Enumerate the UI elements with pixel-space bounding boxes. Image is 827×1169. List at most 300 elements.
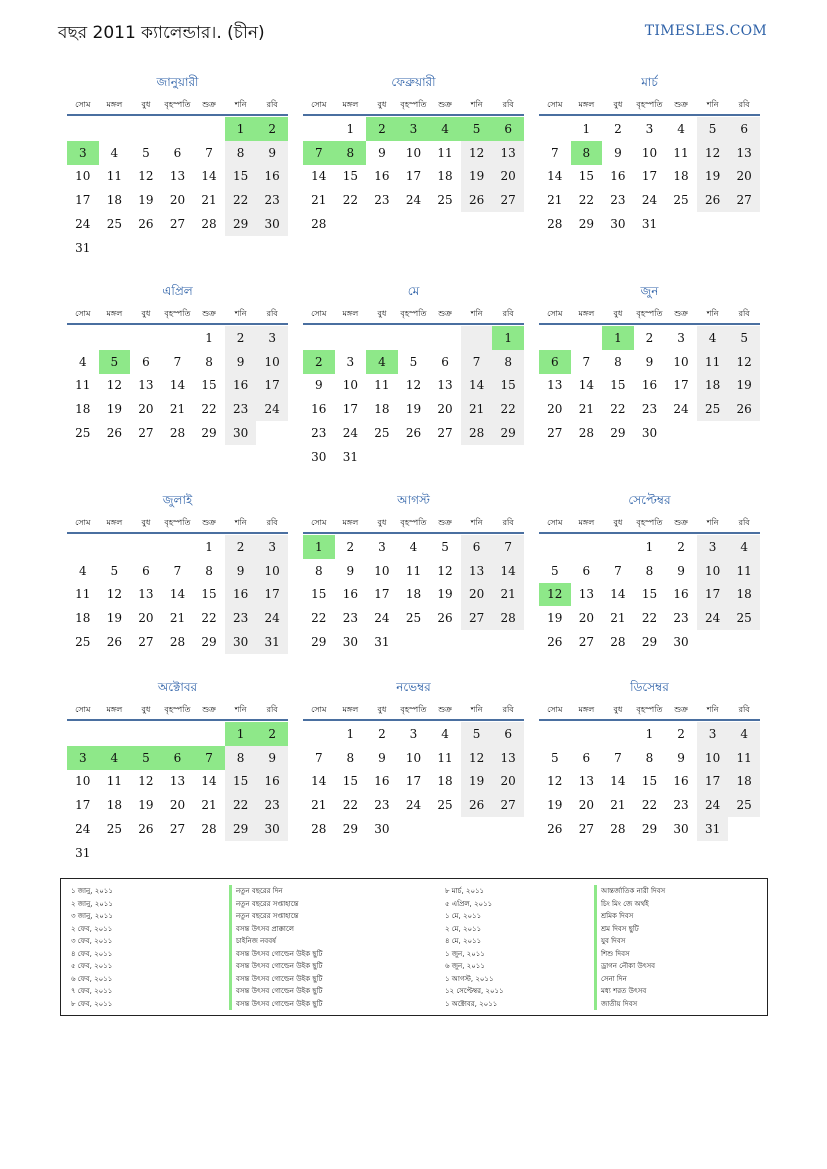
holiday-day-cell: 6 [539,350,571,374]
month-name: জানুয়ারী [156,75,199,89]
weekday-label: বুধ [613,308,623,318]
day-cell: 19 [547,611,563,626]
day-cell: 11 [374,378,390,393]
weekday-header [303,305,524,325]
day-cell: 20 [578,798,594,813]
day-cell: 20 [547,402,563,417]
day-cell: 21 [201,798,217,813]
weekday-label: রবি [738,308,750,318]
holiday-name: শ্রম দিবস ছুটি [594,923,665,936]
day-cell: 23 [374,798,390,813]
day-cell: 26 [138,217,154,232]
holiday-names-left [229,885,322,1010]
holiday-date: ৮ মার্চ, ২০১১ [445,887,485,895]
month-block [67,492,288,654]
day-cell: 2 [225,326,257,350]
empty-cell [99,117,131,141]
weekday-header [539,701,760,721]
day-cell: 20 [578,611,594,626]
weekday-label: শুক্র [438,517,452,527]
day-cell: 30 [256,212,288,236]
day-cell: 17 [673,378,689,393]
day-cell: 15 [201,378,217,393]
weekday-label: বুধ [377,517,387,527]
holiday-name: বসন্ত উৎসব গোল্ডেন উইক ছুটি [229,948,322,961]
holiday-name: বসন্ত উৎসব প্রাক্কালে [229,923,322,936]
empty-cell [162,117,194,141]
holiday-day-cell: 4 [429,117,461,141]
empty-cell [99,326,131,350]
day-cell: 31 [342,449,358,464]
month-block [539,74,760,236]
holiday-date: ৩ ফেব, ২০১১ [71,937,113,945]
day-cell: 9 [225,559,257,583]
holiday-name: বসন্ত উৎসব গোল্ডেন উইক ছুটি [229,973,322,986]
empty-cell [539,326,571,350]
weekday-label: বৃহস্পতি [636,99,663,109]
day-cell: 13 [138,378,154,393]
day-cell: 26 [405,426,422,441]
empty-cell [130,117,162,141]
weekday-label: রবি [738,517,750,527]
day-cell: 22 [492,397,524,421]
month-name: জুন [640,284,659,298]
empty-cell [303,722,335,746]
day-cell: 24 [697,606,729,630]
empty-cell [99,535,131,559]
weekday-label: শনি [470,308,483,318]
holiday-name: ড্রাগন নৌকা উৎসব [594,960,665,973]
weekday-label: মঙ্গল [106,517,123,527]
weekday-label: সোম [547,99,563,109]
day-cell: 24 [75,217,91,232]
day-cell: 13 [492,746,524,770]
weekday-label: সোম [547,308,563,318]
day-cell: 8 [492,350,524,374]
day-cell: 20 [492,770,524,794]
empty-cell [602,722,634,746]
day-cell: 4 [677,121,685,136]
day-cell: 26 [697,188,729,212]
day-cell: 6 [582,563,591,578]
day-cell: 24 [374,611,390,626]
day-cell: 26 [106,426,122,441]
day-cell: 15 [342,774,358,789]
day-cell: 5 [110,563,119,578]
day-cell: 23 [610,193,626,208]
month-block [303,492,524,654]
day-cell: 11 [697,350,729,374]
day-cell: 24 [342,426,358,441]
day-cell: 6 [173,145,182,160]
day-cell: 2 [346,539,355,554]
day-cell: 25 [437,193,453,208]
day-cell: 22 [201,402,217,417]
weekday-label: বৃহস্পতি [636,517,663,527]
day-grid [303,535,524,654]
day-cell: 16 [610,169,626,184]
day-cell: 3 [697,535,729,559]
holiday-name: বসন্ত উৎসব গোল্ডেন উইক ছুটি [229,960,322,973]
day-cell: 17 [374,587,390,602]
weekday-label: শুক্র [674,308,688,318]
day-cell: 28 [610,822,626,837]
weekday-label: রবি [738,99,750,109]
empty-cell [303,117,335,141]
month-name: মার্চ [641,75,658,89]
day-cell: 9 [378,145,386,160]
day-cell: 6 [582,750,591,765]
day-cell: 11 [437,145,453,160]
day-cell: 7 [614,750,622,765]
weekday-label: শনি [470,704,483,714]
day-cell: 27 [138,426,154,441]
day-cell: 9 [225,350,257,374]
day-cell: 6 [142,354,150,369]
day-cell: 29 [641,635,658,650]
day-cell: 17 [697,770,729,794]
month-block [539,679,760,841]
holiday-date: ১ অক্টোবর, ২০১১ [445,999,498,1008]
weekday-label: মঙ্গল [342,99,359,109]
day-cell: 18 [437,169,453,184]
day-cell: 13 [728,141,760,165]
day-cell: 16 [342,587,358,602]
holiday-name: নতুন বছরের দিন [229,885,322,898]
day-cell: 20 [437,402,453,417]
day-cell: 3 [409,726,418,741]
weekday-label: বৃহস্পতি [400,704,427,714]
day-cell: 28 [311,822,327,837]
weekday-header [303,96,524,116]
day-cell: 7 [461,350,493,374]
day-grid [67,535,288,654]
weekday-label: মঙ্গল [578,308,595,318]
day-cell: 21 [201,193,217,208]
day-cell: 7 [173,354,182,369]
day-cell: 21 [610,611,626,626]
day-cell: 14 [311,169,327,184]
weekday-header [67,305,288,325]
weekday-label: মঙ্গল [106,308,123,318]
day-cell: 16 [225,374,257,398]
empty-cell [571,326,603,350]
day-cell: 1 [205,539,213,554]
day-grid [303,326,524,469]
weekday-header [539,514,760,534]
day-cell: 27 [578,635,594,650]
holiday-name: আন্তর্জাতিক নারী দিবস [594,885,665,898]
day-cell: 3 [256,326,288,350]
weekday-label: বুধ [141,704,151,714]
day-cell: 23 [673,611,689,626]
day-cell: 2 [225,535,257,559]
day-cell: 19 [138,798,154,813]
day-cell: 13 [578,774,594,789]
weekday-label: মঙ্গল [106,99,123,109]
weekday-label: শনি [706,308,719,318]
day-cell: 12 [405,378,422,393]
day-cell: 30 [641,426,658,441]
empty-cell [539,117,571,141]
day-cell: 16 [673,587,689,602]
day-cell: 29 [641,822,658,837]
day-cell: 27 [169,217,186,232]
brand-logo-text[interactable]: TIMESLES.COM [644,23,767,39]
day-cell: 29 [225,212,257,236]
holiday-date: ৪ মে, ২০১১ [445,937,482,945]
weekday-label: শুক্র [438,704,452,714]
day-cell: 6 [142,563,150,578]
weekday-header [539,96,760,116]
day-cell: 27 [578,822,594,837]
day-cell: 27 [492,188,524,212]
day-cell: 2 [645,330,654,345]
holiday-day-cell: 3 [398,117,430,141]
day-cell: 21 [578,402,594,417]
holiday-day-cell: 4 [99,746,131,770]
empty-cell [602,535,634,559]
day-cell: 4 [728,722,760,746]
day-cell: 9 [378,750,386,765]
day-cell: 30 [311,449,327,464]
day-cell: 3 [645,121,654,136]
weekday-label: শুক্র [202,99,216,109]
weekday-label: বৃহস্পতি [164,704,191,714]
day-cell: 13 [461,559,493,583]
day-cell: 23 [342,611,358,626]
weekday-label: শনি [706,99,719,109]
day-cell: 27 [138,635,154,650]
weekday-label: শুক্র [674,99,688,109]
day-cell: 24 [673,402,689,417]
day-cell: 30 [342,635,358,650]
day-grid [303,117,524,236]
empty-cell [130,722,162,746]
weekday-label: বৃহস্পতি [164,99,191,109]
day-cell: 30 [225,630,257,654]
day-cell: 18 [673,169,689,184]
day-cell: 6 [461,535,493,559]
day-cell: 24 [405,798,422,813]
day-cell: 29 [342,822,358,837]
day-cell: 8 [614,354,622,369]
day-cell: 1 [645,726,654,741]
day-cell: 10 [641,145,658,160]
weekday-label: সোম [311,517,327,527]
day-cell: 20 [492,165,524,189]
empty-cell [67,117,99,141]
day-cell: 5 [461,722,493,746]
holiday-date: ১ মে, ২০১১ [445,912,482,920]
weekday-label: বুধ [377,308,387,318]
weekday-label: বুধ [141,517,151,527]
holiday-dates-left [71,885,113,1010]
day-cell: 9 [677,750,685,765]
day-cell: 4 [78,563,87,578]
day-cell: 17 [75,193,91,208]
day-cell: 28 [492,606,524,630]
weekday-label: সোম [547,704,563,714]
holiday-name: বসন্ত উৎসব গোল্ডেন উইক ছুটি [229,998,322,1011]
day-cell: 28 [610,635,626,650]
weekday-label: বৃহস্পতি [400,99,427,109]
weekday-label: বুধ [613,704,623,714]
day-cell: 12 [461,141,493,165]
day-cell: 22 [225,188,257,212]
day-cell: 11 [437,750,453,765]
day-cell: 4 [409,539,418,554]
holiday-day-cell: 12 [539,583,571,607]
day-cell: 5 [550,563,559,578]
day-cell: 7 [205,145,213,160]
day-cell: 4 [110,145,119,160]
day-cell: 4 [697,326,729,350]
day-cell: 31 [374,635,390,650]
empty-cell [571,535,603,559]
holiday-date: ৭ ফেব, ২০১১ [71,987,113,995]
day-cell: 5 [728,326,760,350]
day-cell: 16 [673,774,689,789]
day-cell: 11 [106,774,122,789]
weekday-label: শনি [706,704,719,714]
empty-cell [193,117,225,141]
weekday-label: মঙ্গল [342,517,359,527]
day-cell: 22 [225,793,257,817]
holiday-date: ৮ ফেব, ২০১১ [71,999,113,1008]
weekday-label: শুক্র [202,517,216,527]
day-cell: 3 [346,354,355,369]
holiday-date: ২ মে, ২০১১ [445,924,482,933]
day-cell: 22 [641,798,658,813]
day-cell: 25 [106,217,122,232]
day-cell: 25 [106,822,122,837]
day-cell: 12 [437,563,453,578]
day-cell: 11 [728,746,760,770]
weekday-label: বুধ [377,99,387,109]
day-cell: 30 [673,822,689,837]
empty-cell [193,722,225,746]
day-cell: 25 [728,793,760,817]
weekday-label: বুধ [141,99,151,109]
day-cell: 17 [256,374,288,398]
empty-cell [99,722,131,746]
day-cell: 26 [547,635,563,650]
month-block [303,679,524,841]
day-cell: 13 [492,141,524,165]
day-cell: 9 [314,378,323,393]
weekday-label: সোম [75,704,91,714]
empty-cell [539,535,571,559]
day-cell: 10 [374,563,390,578]
day-cell: 5 [142,145,150,160]
day-cell: 5 [441,539,449,554]
day-cell: 10 [256,350,288,374]
day-cell: 13 [437,378,453,393]
day-grid [67,117,288,260]
holiday-date: ৫ এপ্রিল, ২০১১ [445,899,493,908]
weekday-label: মঙ্গল [342,308,359,318]
day-cell: 27 [169,822,186,837]
day-cell: 13 [138,587,154,602]
day-cell: 8 [346,750,355,765]
holiday-dates-right [445,885,504,1010]
day-cell: 21 [311,193,327,208]
day-cell: 27 [728,188,760,212]
holiday-day-cell: 2 [256,722,288,746]
day-cell: 25 [697,397,729,421]
day-cell: 15 [225,770,257,794]
day-cell: 19 [138,193,154,208]
day-cell: 9 [614,145,622,160]
day-grid [539,117,760,236]
holiday-name: শিশু দিবস [594,948,665,961]
month-name: মে [407,284,420,298]
day-cell: 8 [225,141,257,165]
day-cell: 17 [697,583,729,607]
day-cell: 22 [311,611,327,626]
day-cell: 7 [614,563,622,578]
day-cell: 1 [582,121,591,136]
day-cell: 29 [311,635,327,650]
day-cell: 2 [614,121,622,136]
day-cell: 6 [441,354,449,369]
day-cell: 26 [106,635,122,650]
day-cell: 24 [697,793,729,817]
day-cell: 9 [645,354,654,369]
day-cell: 22 [578,193,594,208]
day-cell: 26 [547,822,563,837]
month-block [303,283,524,469]
day-cell: 12 [106,587,122,602]
holiday-day-cell: 5 [130,746,162,770]
day-cell: 6 [492,722,524,746]
day-cell: 18 [405,587,422,602]
day-cell: 7 [550,145,559,160]
day-cell: 9 [256,141,288,165]
day-cell: 26 [437,611,453,626]
day-cell: 10 [75,169,91,184]
holiday-day-cell: 2 [256,117,288,141]
holiday-date: ৬ জুন, ২০১১ [445,962,485,970]
day-cell: 10 [697,559,729,583]
weekday-label: বৃহস্পতি [400,308,427,318]
day-cell: 21 [492,583,524,607]
day-cell: 24 [256,397,288,421]
empty-cell [162,722,194,746]
weekday-label: বৃহস্পতি [164,517,191,527]
day-cell: 31 [641,217,658,232]
day-cell: 12 [138,169,154,184]
day-cell: 14 [461,374,493,398]
holiday-date: ২ ফেব, ২০১১ [71,924,113,933]
weekday-label: বৃহস্পতি [164,308,191,318]
holiday-day-cell: 3 [67,746,99,770]
day-cell: 24 [641,193,658,208]
day-cell: 6 [728,117,760,141]
weekday-header [539,305,760,325]
day-cell: 30 [256,817,288,841]
day-cell: 27 [437,426,453,441]
day-cell: 13 [169,774,186,789]
holiday-day-cell: 3 [67,141,99,165]
holiday-name: নতুন বছরের সপ্তাহান্তে [229,898,322,911]
weekday-label: মঙ্গল [578,704,595,714]
holiday-day-cell: 1 [492,326,524,350]
day-cell: 3 [697,722,729,746]
day-cell: 11 [75,378,91,393]
weekday-label: সোম [547,517,563,527]
